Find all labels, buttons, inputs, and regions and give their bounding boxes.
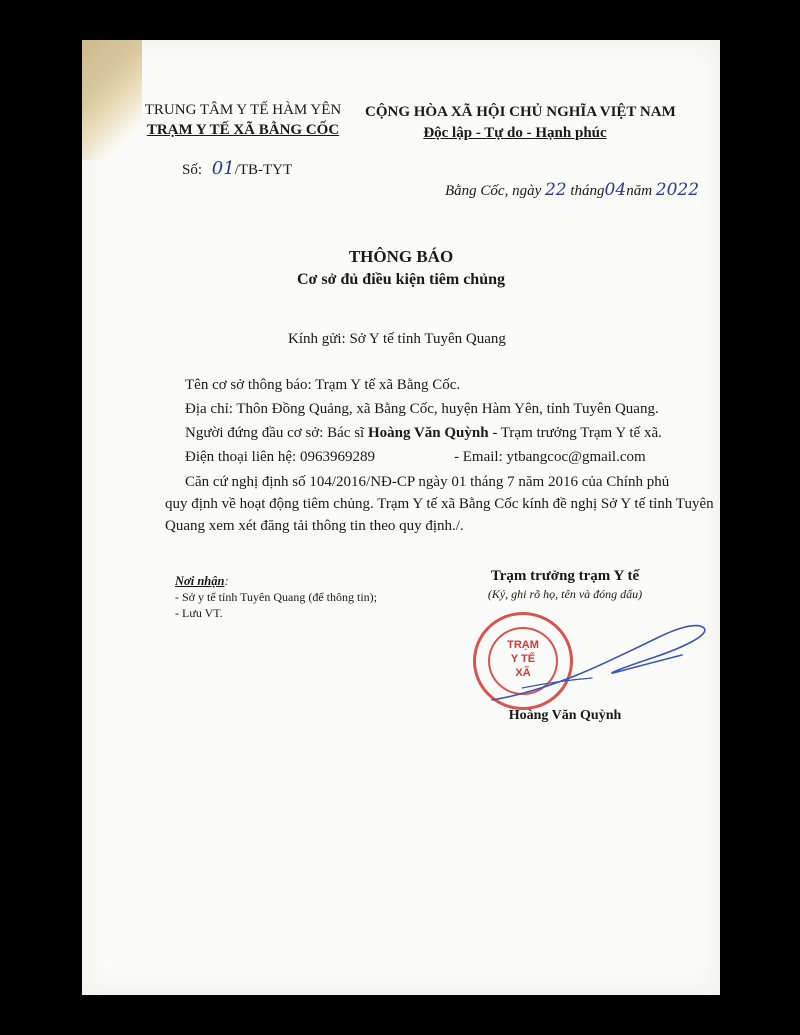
stamp-text-2: Y TẾ xyxy=(510,653,536,665)
agency-parent: TRUNG TÂM Y TẾ HÀM YÊN xyxy=(144,102,342,118)
phone-line: Điện thoại liên hệ: 0963969289 xyxy=(185,449,375,465)
national-title: CỘNG HÒA XÃ HỘI CHỦ NGHĨA VIỆT NAM xyxy=(365,104,676,120)
date-line xyxy=(445,180,699,200)
agency-name: TRẠM Y TẾ XÃ BẰNG CỐC xyxy=(146,122,340,138)
handwritten-signature xyxy=(482,600,712,720)
number-suffix: /TB-TYT xyxy=(234,162,293,178)
stamp-text-3: XÃ xyxy=(515,667,531,679)
date-day: 22 xyxy=(544,180,567,200)
paragraph-line-2: quy định về hoạt động tiêm chủng. Trạm Y tế xã Bằng Cốc kính đề nghị Sở Y tế tỉnh Tuyên xyxy=(165,496,714,512)
recipients-item-2: - Lưu VT. xyxy=(175,606,223,620)
document-title: THÔNG BÁO xyxy=(348,247,454,266)
torn-corner xyxy=(82,40,142,160)
national-motto: Độc lập - Tự do - Hạnh phúc xyxy=(423,125,607,141)
date-year-label: năm xyxy=(626,183,653,199)
paragraph-line-1: Căn cứ nghị định số 104/2016/NĐ-CP ngày 01 tháng 7 năm 2016 của Chính phủ xyxy=(185,474,670,490)
date-month: 04 xyxy=(604,180,627,200)
recipients-heading xyxy=(175,574,229,589)
signature-title: Trạm trưởng trạm Y tế xyxy=(490,568,640,584)
recipients-label: Nơi nhận xyxy=(175,574,225,588)
number-handwritten: 01 xyxy=(211,158,235,179)
date-year: 2022 xyxy=(655,180,700,200)
document-subtitle: Cơ sở đủ điều kiện tiêm chủng xyxy=(297,271,505,288)
number-prefix: Số: xyxy=(182,162,203,178)
stamp-text-1: TRẠM xyxy=(507,639,539,651)
head-line xyxy=(185,425,662,442)
address-line: Địa chỉ: Thôn Đồng Quảng, xã Bằng Cốc, huyện Hàm Yên, tỉnh Tuyên Quang. xyxy=(185,401,659,417)
recipient-line: Kính gửi: Sở Y tế tỉnh Tuyên Quang xyxy=(288,331,506,347)
head-prefix: Người đứng đầu cơ sở: Bác sĩ xyxy=(185,425,368,441)
facility-line: Tên cơ sở thông báo: Trạm Y tế xã Bằng Cốc. xyxy=(185,377,461,393)
date-month-label: tháng xyxy=(570,183,605,199)
paragraph-line-3: Quang xem xét đăng tải thông tin theo quy định./. xyxy=(165,518,464,534)
recipients-item-1: - Sở y tế tỉnh Tuyên Quang (để thông tin); xyxy=(175,590,378,604)
document-number xyxy=(182,158,292,179)
document-page xyxy=(82,40,720,995)
signature-note: (Ký, ghi rõ họ, tên và đóng dấu) xyxy=(487,587,643,601)
date-place: Bằng Cốc, ngày xyxy=(445,183,542,199)
signer-name: Hoàng Văn Quỳnh xyxy=(508,708,622,723)
head-suffix: - Trạm trưởng Trạm Y tế xã. xyxy=(488,425,662,441)
recipients-colon: : xyxy=(224,574,229,588)
head-name: Hoàng Văn Quỳnh xyxy=(367,425,489,441)
email-line: - Email: ytbangcoc@gmail.com xyxy=(454,449,646,465)
